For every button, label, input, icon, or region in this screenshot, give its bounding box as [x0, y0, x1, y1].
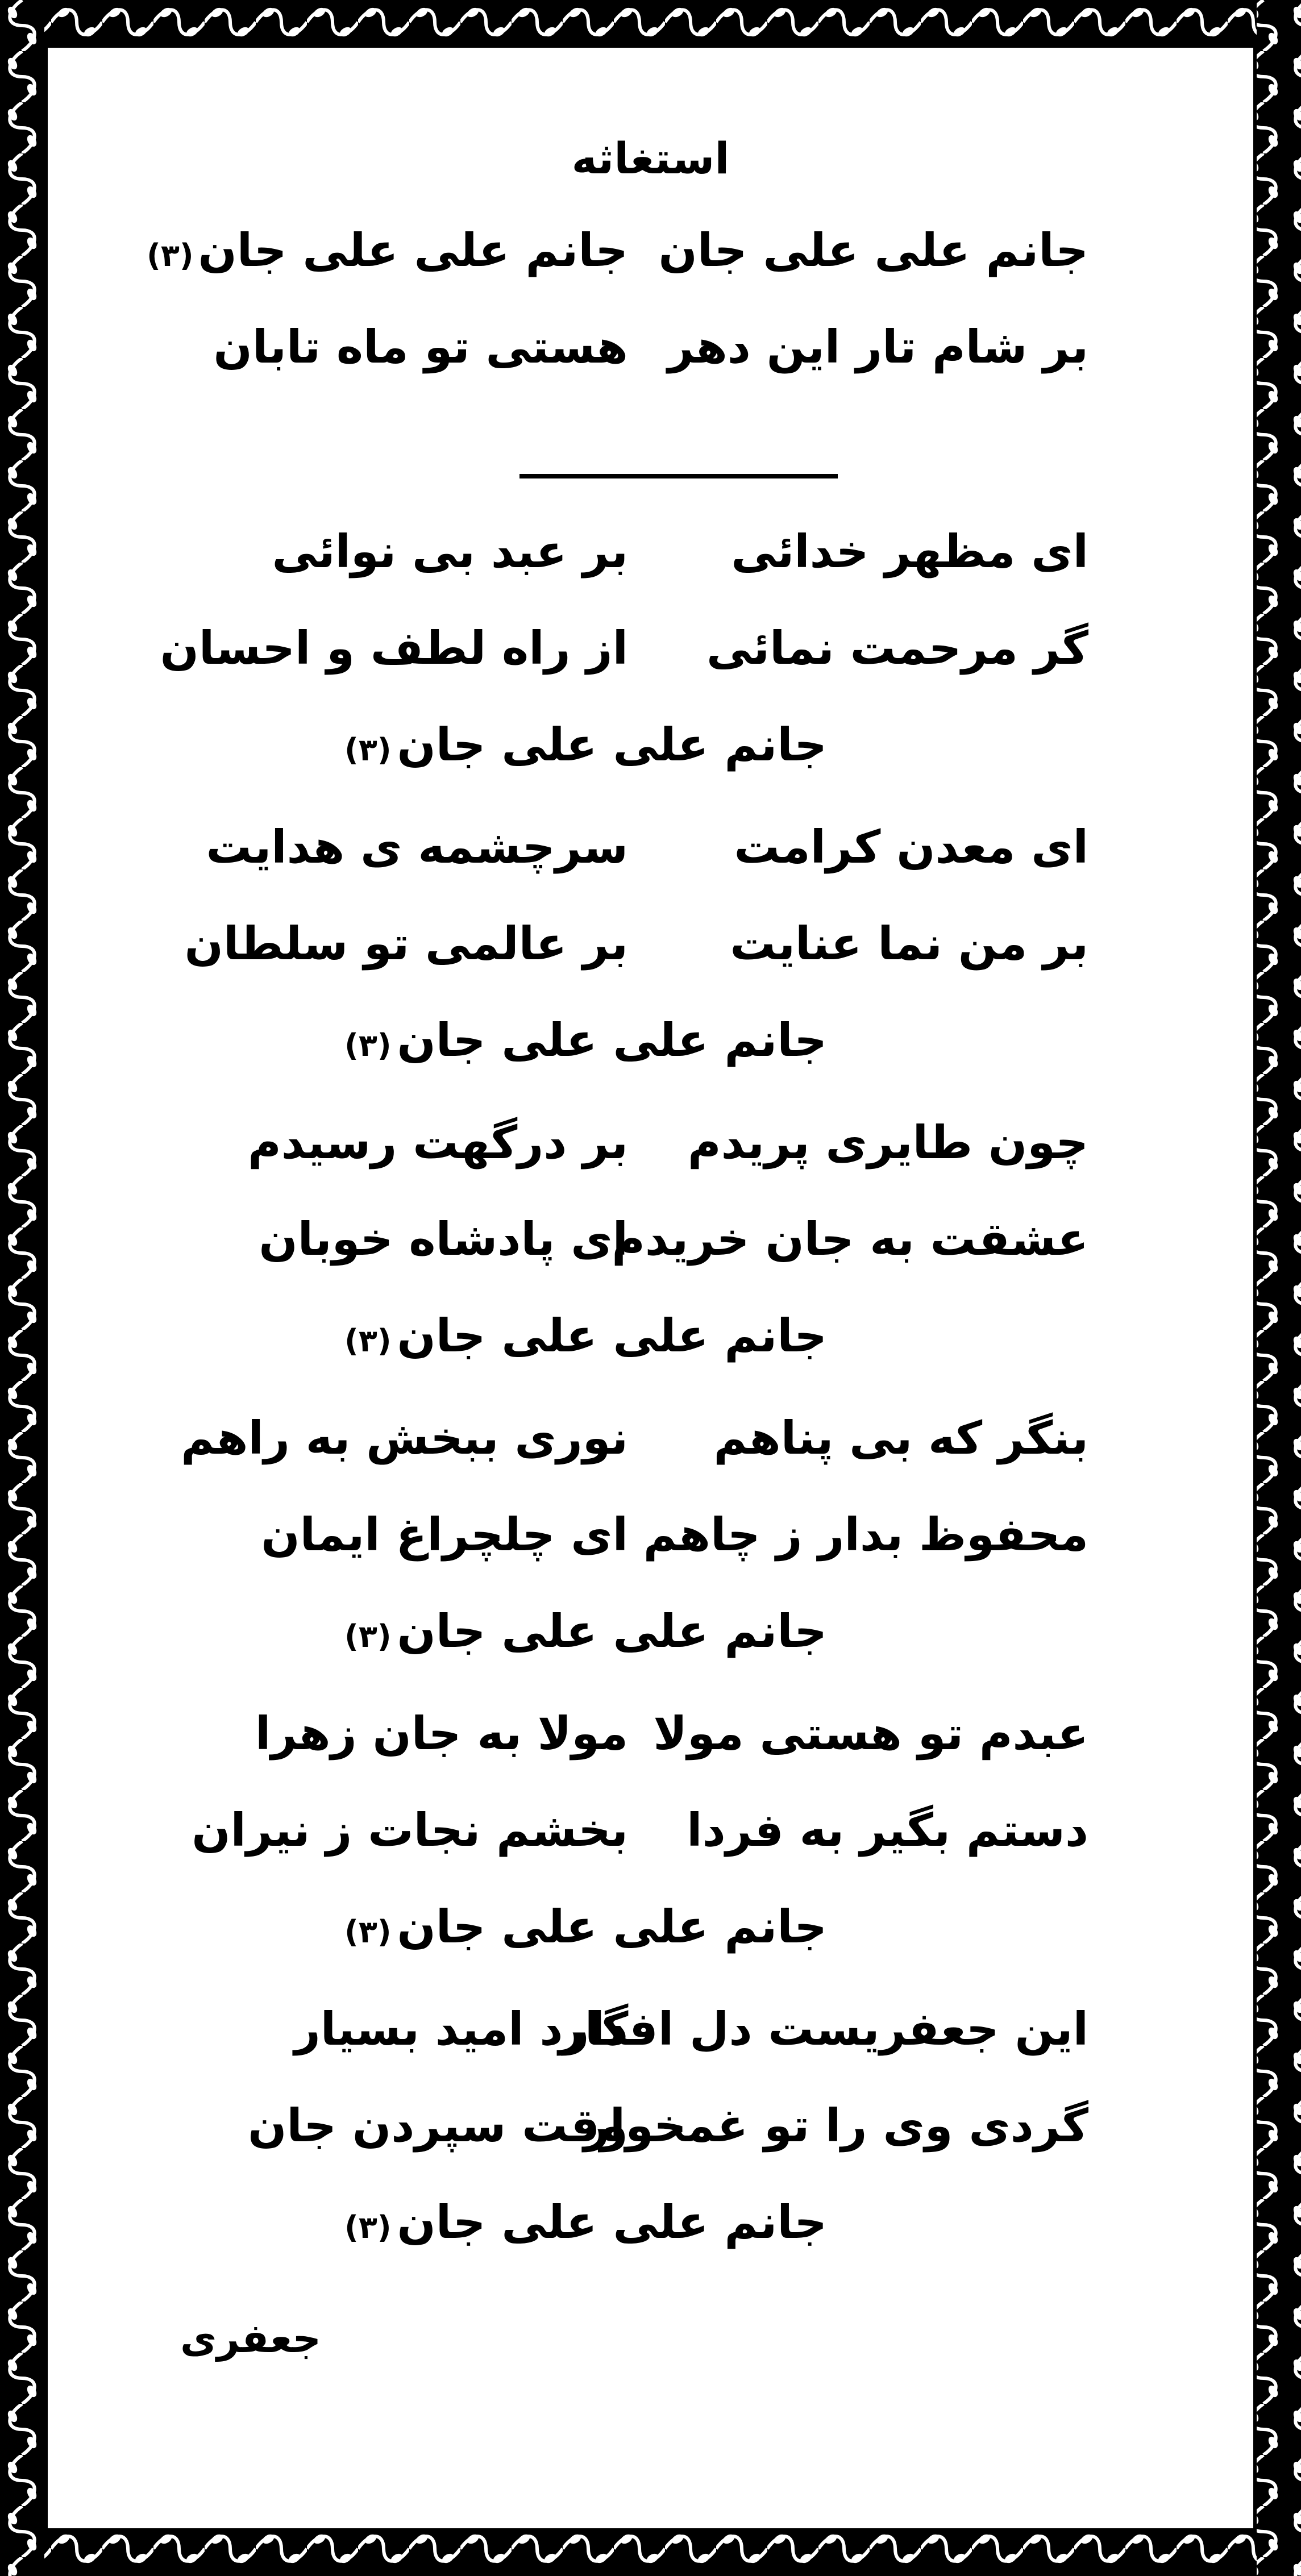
refrain-3: [344, 1309, 827, 1362]
repeat-mark: (۳): [344, 1618, 392, 1654]
verse5-line2-right: دستم بگیر به فردا: [687, 1804, 1088, 1857]
verse2-line2-left: بر عالمی تو سلطان: [184, 917, 628, 970]
verse4-line2-left: ای چلچراغ ایمان: [261, 1508, 628, 1561]
verse3-line1-right: چون طایری پریدم: [688, 1116, 1088, 1169]
poem-page: [44, 44, 1257, 2532]
opening-line1-left: [147, 224, 628, 277]
refrain-text: جانم علی علی جان: [397, 1014, 827, 1067]
verse5-line2-left: بخشم نجات ز نیران: [192, 1804, 628, 1857]
repeat-mark: (۳): [344, 1914, 392, 1950]
verse6-line1-right: این جعفریست دل افگار: [558, 2003, 1088, 2055]
refrain-5: [344, 1900, 827, 1953]
refrain-4: [344, 1605, 827, 1658]
verse1-line1-left: بر عبد بی نوائی: [272, 525, 628, 578]
refrain-2: [344, 1014, 827, 1067]
opening-line2-right: بر شام تار این دهر: [667, 321, 1088, 373]
repeat-mark: (۳): [344, 732, 392, 768]
repeat-mark: (۳): [344, 1027, 392, 1063]
poem-title: استغاثه: [571, 133, 730, 184]
verse6-line2-left: وقت سپردن جان: [248, 2099, 628, 2152]
verse5-line1-left: مولا به جان زهرا: [255, 1707, 628, 1760]
refrain-text: جانم علی علی جان: [397, 1309, 827, 1362]
verse2-line1-right: ای معدن کرامت: [734, 821, 1088, 873]
verse2-line1-left: سرچشمه ی هدایت: [206, 821, 628, 873]
refrain-1: [344, 718, 827, 771]
verse1-line2-right: گر مرحمت نمائی: [706, 622, 1088, 675]
verse6-line2-right: گردی وی را تو غمخوار: [583, 2099, 1088, 2152]
verse3-line2-left: ای پادشاه خوبان: [259, 1213, 628, 1266]
refrain-text: جانم علی علی جان: [397, 718, 827, 771]
verse4-line2-right: محفوظ بدار ز چاهم: [643, 1508, 1088, 1561]
repeat-mark: (۳): [344, 2209, 392, 2245]
repeat-mark: (۳): [147, 238, 194, 273]
refrain-text: جانم علی علی جان: [397, 2196, 827, 2249]
verse2-line2-right: بر من نما عنایت: [730, 917, 1088, 970]
refrain-text: جانم علی علی جان: [397, 1605, 827, 1658]
opening-line1-left-text: جانم علی علی جان: [198, 224, 628, 277]
verse1-line2-left: از راه لطف و احسان: [160, 622, 628, 675]
verse6-line1-left: دارد امید بسیار: [294, 2003, 628, 2055]
opening-line1-right: جانم علی علی جان: [658, 224, 1088, 277]
verse4-line1-left: نوری ببخش به راهم: [181, 1412, 628, 1464]
refrain-text: جانم علی علی جان: [397, 1900, 827, 1953]
verse3-line1-left: بر درگهت رسیدم: [248, 1116, 628, 1169]
section-divider: [519, 474, 838, 478]
poet-signature: جعفری: [180, 2315, 321, 2362]
repeat-mark: (۳): [344, 1323, 392, 1359]
poem-content: [48, 48, 1253, 2528]
opening-line2-left: هستی تو ماه تابان: [213, 321, 628, 373]
verse1-line1-right: ای مظهر خدائی: [731, 525, 1088, 578]
verse4-line1-right: بنگر که بی پناهم: [713, 1412, 1088, 1464]
refrain-6: [344, 2196, 827, 2249]
verse5-line1-right: عبدم تو هستی مولا: [653, 1707, 1088, 1760]
verse3-line2-right: عشقت به جان خریدم: [612, 1213, 1088, 1266]
